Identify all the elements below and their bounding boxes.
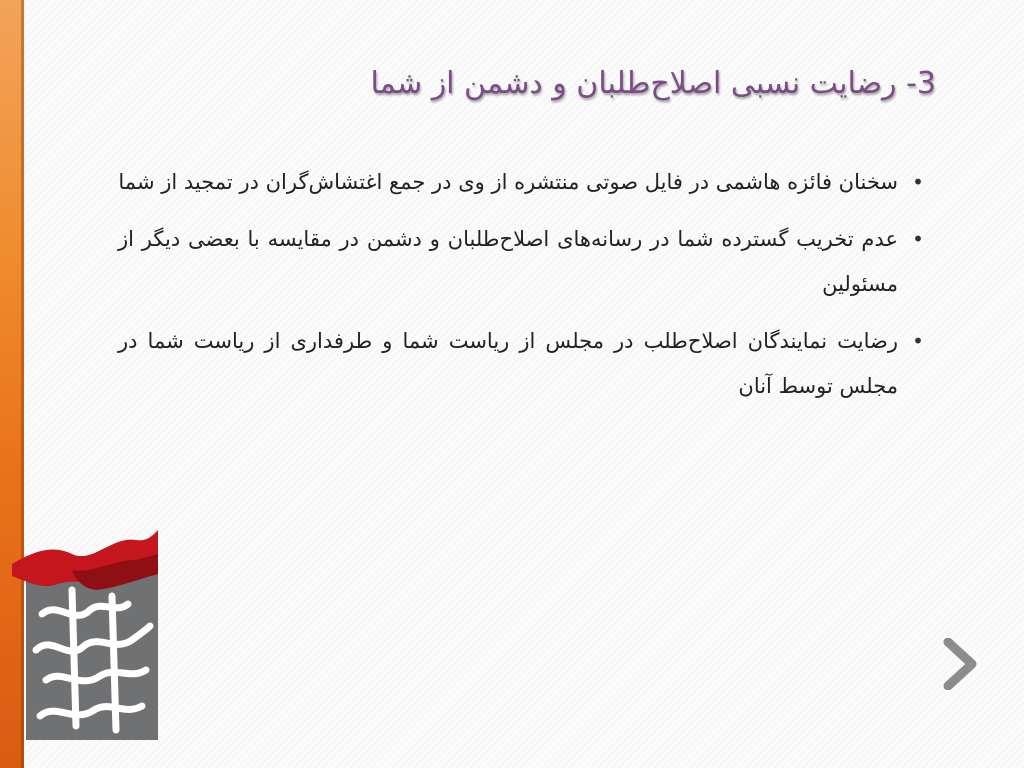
bullet-item (118, 319, 930, 409)
bullet-item (118, 217, 930, 307)
slide-title: 3- رضایت نسبی اصلاح‌طلبان و دشمن از شما (370, 66, 936, 101)
bullet-text: سخنان فائزه هاشمی در فایل صوتی منتشره از وی در جمع اغتشاش‌گران در تمجید از شما (118, 170, 898, 194)
bullet-dot: • (912, 329, 924, 353)
bullet-text: عدم تخریب گسترده شما در رسانه‌های اصلاح‌طلبان و دشمن در مقایسه با بعضی دیگر از مسئولین (118, 227, 898, 296)
bullet-list (118, 160, 930, 421)
bullet-item (118, 160, 930, 205)
bullet-dot: • (912, 227, 924, 251)
chevron-right-icon[interactable] (940, 638, 980, 690)
bullet-dot: • (912, 170, 924, 194)
shahid-logo-icon (12, 530, 162, 742)
bullet-text: رضایت نمایندگان اصلاح‌طلب در مجلس از ریاست شما و طرفداری از ریاست شما در مجلس توسط آنان (118, 329, 898, 398)
